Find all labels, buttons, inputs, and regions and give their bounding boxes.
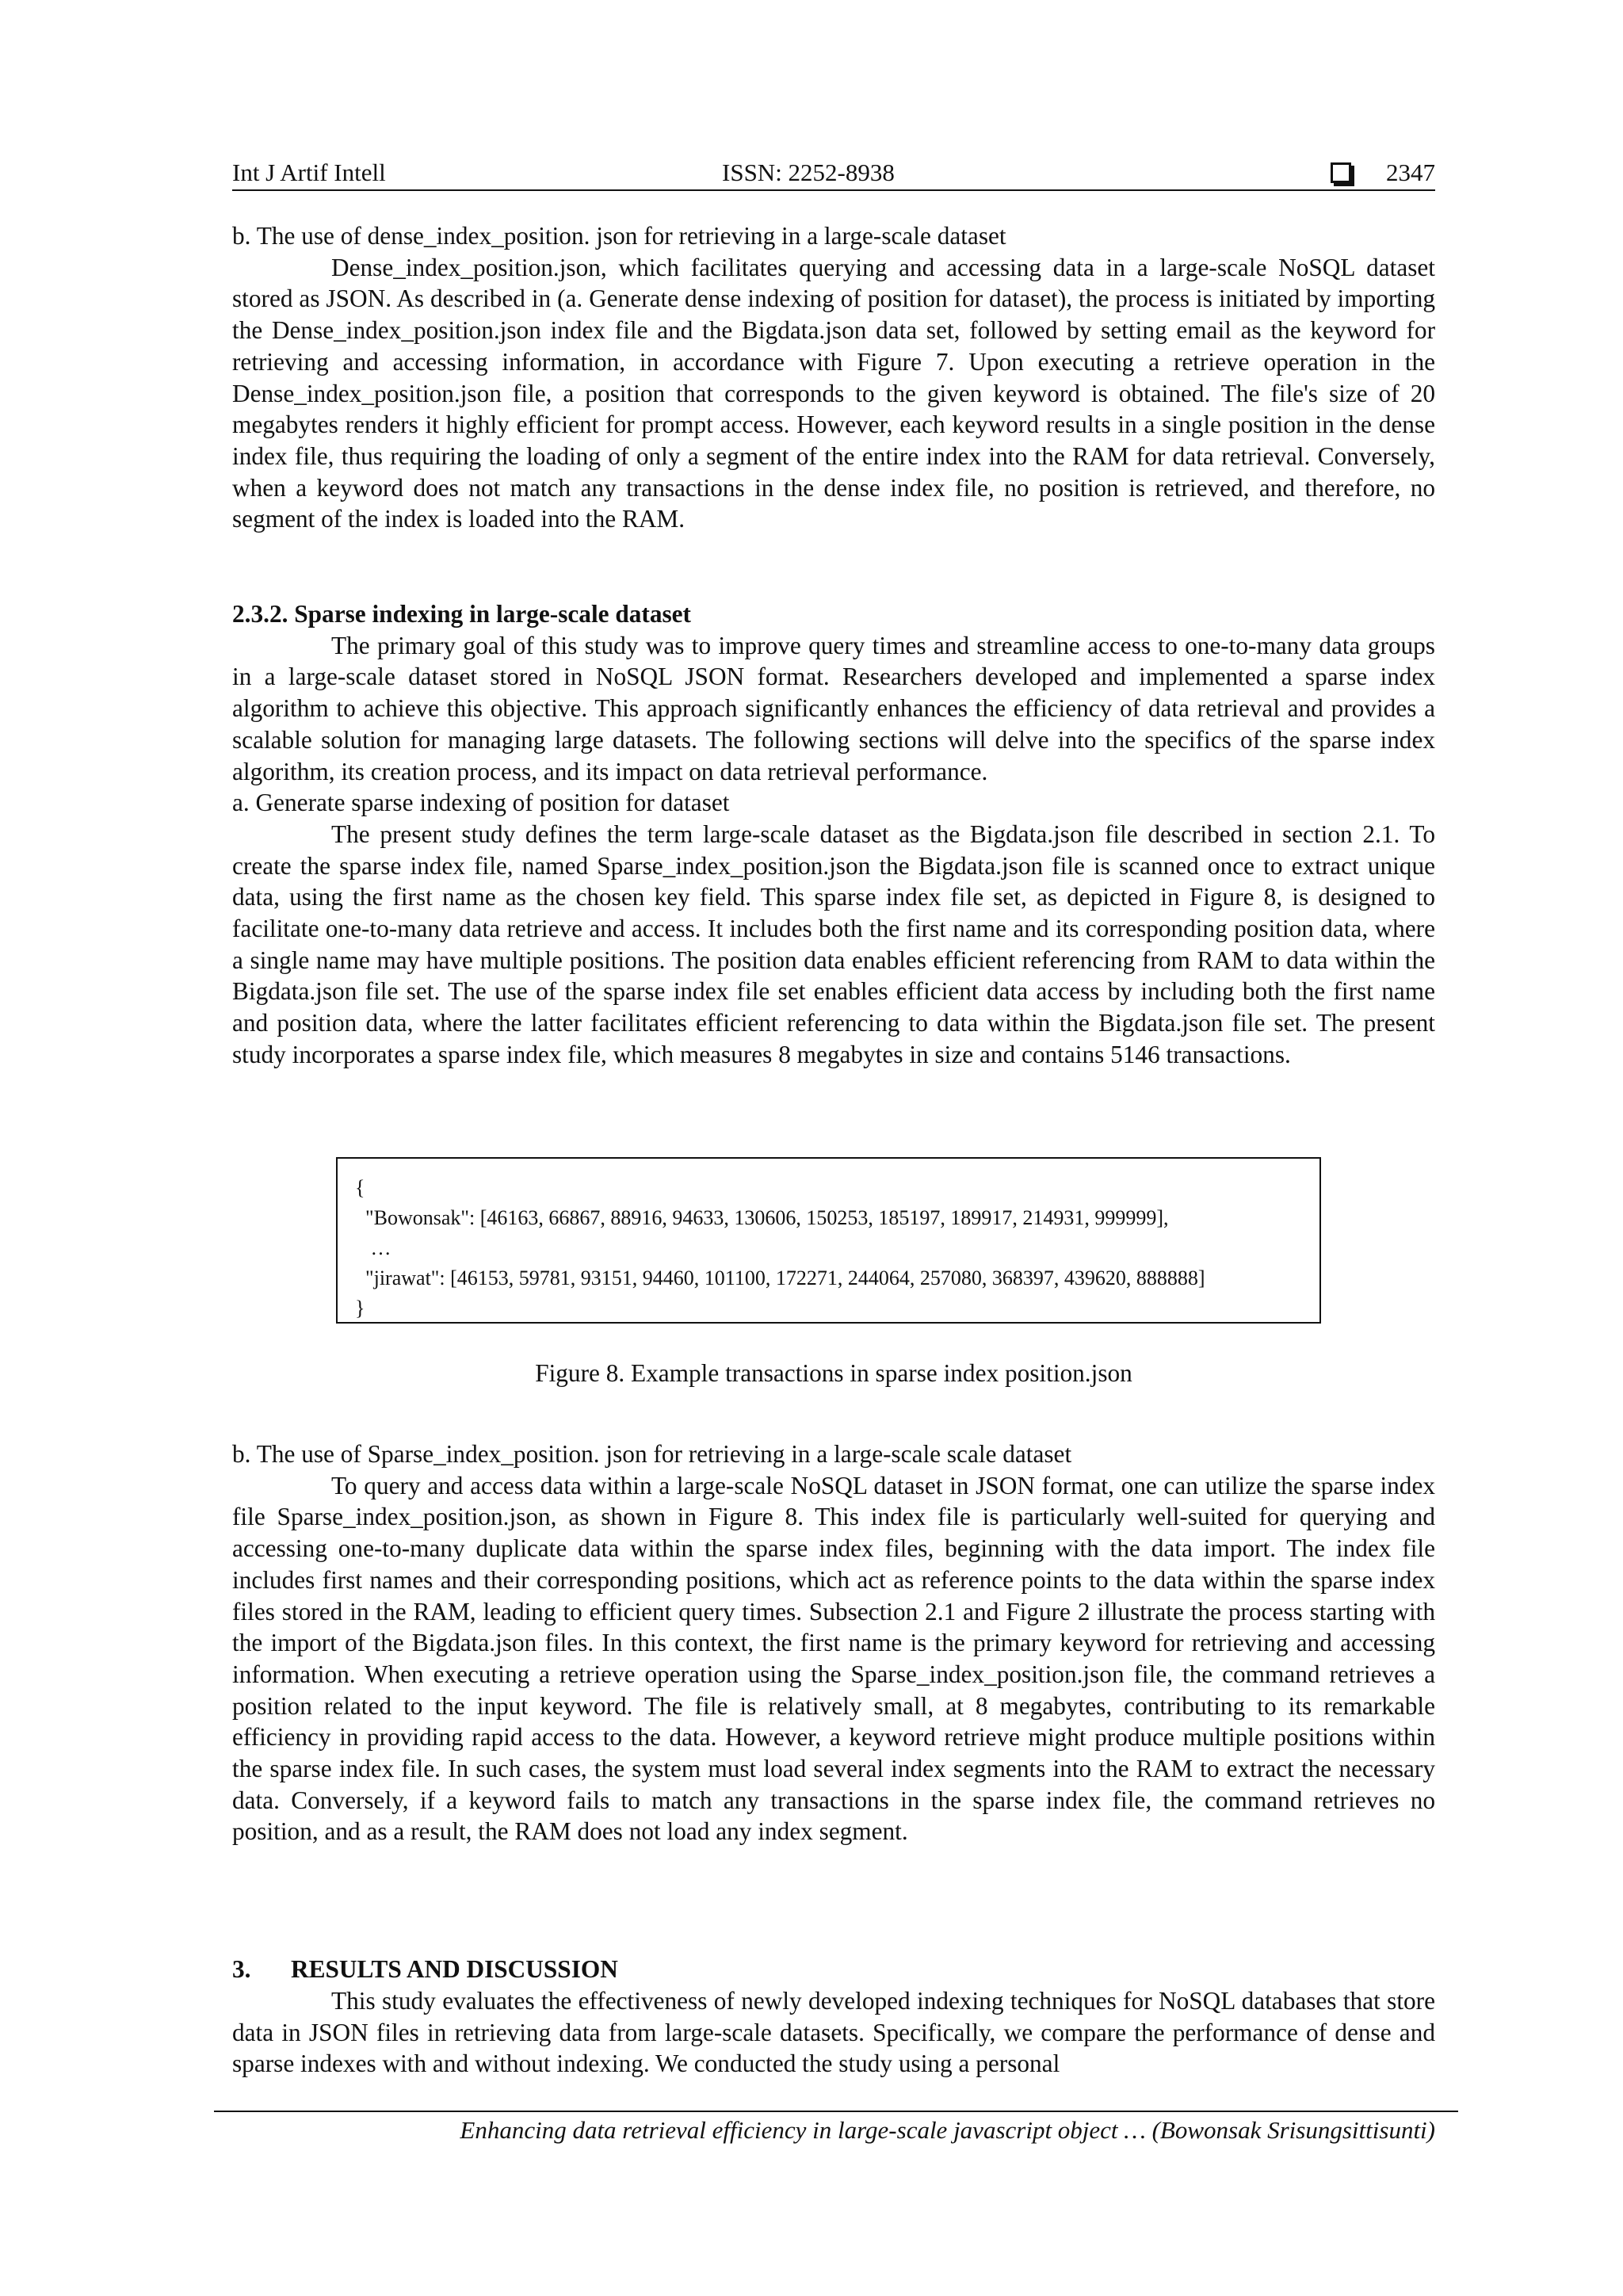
paragraph-sparse-goal: The primary goal of this study was to improve query times and streamline access to one-to-many data groups in a large-scale dataset stored in NoSQL JSON format. Researchers developed and implemented a sparse index algorithm to achieve this objective. This approach significantly enhances the efficiency of data retrieval and provides a scalable solution for managing large datasets. The following sections will delve into the specifics of the sparse index algorithm, its creation process, and its impact on data retrieval performance. [232,631,1435,785]
running-header [232,155,1435,190]
figure-8-caption: Figure 8. Example transactions in sparse index position.json [535,1359,1132,1387]
header-right [1331,155,1435,190]
code-line: … [355,1236,391,1259]
section-3-heading [232,1954,618,1985]
header-rule [232,189,1435,191]
section-sparse-indexing [232,598,1435,1071]
code-line: { [355,1176,365,1199]
subheading-sparse-index-use: b. The use of Sparse_index_position. json for retrieving in a large-scale scale dataset [232,1440,1072,1468]
heading-sparse-indexing: 2.3.2. Sparse indexing in large-scale dataset [232,600,691,628]
code-line: "Bowonsak": [46163, 66867, 88916, 94633, 130606, 150253, 185197, 189917, 214931, 999999], [355,1206,1169,1229]
paragraph-sparse-index-use: To query and access data within a large-scale NoSQL dataset in JSON format, one can utilize the sparse index file Sparse_index_position.json, as shown in Figure 8. This index file is particularly well-suited for querying and accessing one-to-many duplicate data within the sparse index files, beginning with the data import. The index file includes first names and their corresponding positions, which act as reference points to the data within the sparse index files stored in the RAM, leading to efficient query times. Subsection 2.1 and Figure 2 illustrate the process starting with the import of the Bigdata.json files. In this context, the first name is the primary keyword for retrieving and accessing information. When executing a retrieve operation using the Sparse_index_position.json file, the command retrieves a position related to the input keyword. The file is relatively small, at 8 megabytes, contributing to its remarkable efficiency in providing rapid access to the data. However, a keyword retrieve might produce multiple positions within the sparse index file. In such cases, the system must load several index segments into the RAM to extract the necessary data. Conversely, if a keyword fails to match any transactions in the sparse index file, the command retrieves no position, and as a result, the RAM does not load any index segment. [232,1471,1435,1846]
section-number: 3. [232,1955,251,1983]
paragraph-results: This study evaluates the effectiveness of newly developed indexing techniques for NoSQL databases that store data in JSON files in retrieving data from large-scale datasets. Specifically, we compare the performance of dense and sparse indexes with and without indexing. We conducted the study using a personal [232,1987,1435,2078]
issn: ISSN: 2252-8938 [722,159,895,186]
paragraph-dense-index-use: Dense_index_position.json, which facilitates querying and accessing data in a large-scale NoSQL dataset stored as JSON. As described in (a. Generate dense indexing of position for dataset), the process is initiated by importing the Dense_index_position.json index file and the Bigdata.json data set, followed by setting email as the keyword for retrieving and accessing information, in accordance with Figure 7. Upon executing a retrieve operation in the Dense_index_position.json file, a position that corresponds to the given keyword is obtained. The file's size of 20 megabytes renders it highly efficient for prompt access. However, each keyword results in a single position in the dense index file, thus requiring the loading of only a segment of the entire index into the RAM for data retrieval. Conversely, when a keyword does not match any transactions in the dense index file, no position is retrieved, and therefore, no segment of the index is loaded into the RAM. [232,253,1435,533]
running-footer: Enhancing data retrieval efficiency in large-scale javascript object … (Bowonsak Srisungsittisunti) [460,2116,1435,2144]
journal-name: Int J Artif Intell [232,159,386,186]
footer-rule [214,2111,1458,2112]
subheading-generate-sparse: a. Generate sparse indexing of position for dataset [232,789,730,817]
page-number: 2347 [1386,159,1435,186]
subheading-dense-index-use: b. The use of dense_index_position. json for retrieving in a large-scale dataset [232,222,1006,250]
code-line: "jirawat": [46153, 59781, 93151, 94460, 101100, 172271, 244064, 257080, 368397, 439620, 888888] [355,1266,1205,1289]
section-results [232,1985,1435,2080]
code-line: } [355,1297,365,1320]
paragraph-generate-sparse: The present study defines the term large-scale dataset as the Bigdata.json file described in section 2.1. To create the sparse index file, named Sparse_index_position.json the Bigdata.json file is scanned once to extract unique data, using the first name as the chosen key field. This sparse index file set, as depicted in Figure 8, is designed to facilitate one-to-many data retrieve and access. It includes both the first name and its corresponding position data, where a single name may have multiple positions. The position data enables efficient referencing from RAM to data within the Bigdata.json file set. The use of the sparse index file set enables efficient data access by including both the first name and position data, where the latter facilitates efficient referencing to data within the Bigdata.json file set. The present study incorporates a sparse index file, which measures 8 megabytes in size and contains 5146 transactions. [232,819,1435,1068]
section-dense-index-use [232,220,1435,535]
figure-8-code-box [336,1157,1321,1324]
section-title: RESULTS AND DISCUSSION [291,1955,618,1983]
square-bullet-icon [1331,162,1351,183]
section-sparse-index-use [232,1438,1435,1847]
